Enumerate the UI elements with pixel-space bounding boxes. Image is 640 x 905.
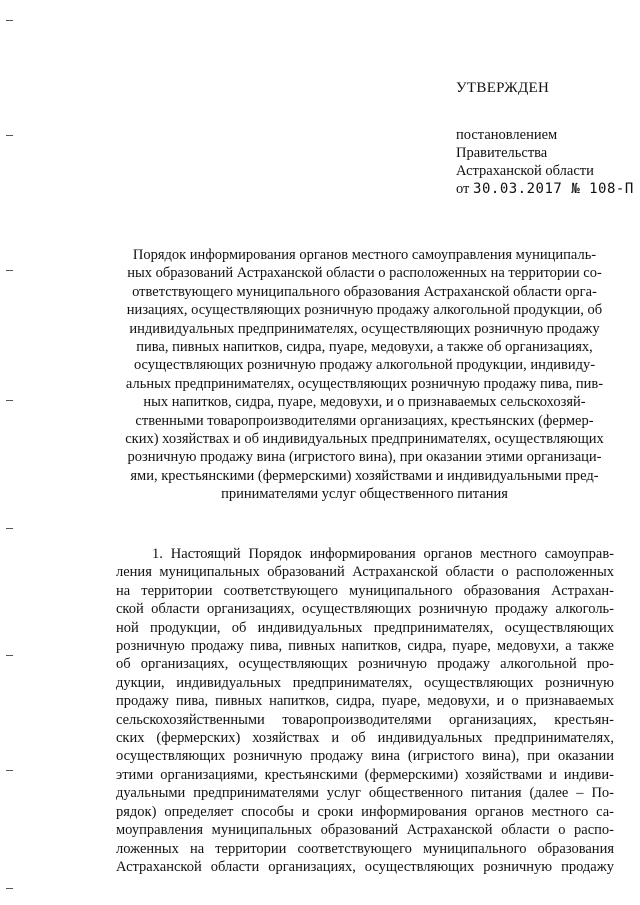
scan-margin-mark <box>6 888 13 889</box>
paragraph-line: дукции, индивидуальных предпринимателях, осуществляющих розничную <box>116 674 614 691</box>
scan-margin-mark <box>6 528 13 529</box>
title-line: ями, крестьянскими (фермерскими) хозяйствами и индивидуальными пред- <box>130 467 599 484</box>
scan-margin-mark <box>6 655 13 656</box>
approval-line: Правительства <box>456 145 548 161</box>
title-line: принимателями услуг общественного питания <box>221 486 508 503</box>
scan-margin-mark <box>6 135 13 136</box>
title-line: розничную продажу вина (игристого вина), при оказании этими организаци- <box>127 449 602 466</box>
document-title <box>112 246 617 504</box>
paragraph-line: на территории соответствующего муниципального образования Астрахан- <box>116 582 614 599</box>
title-line: низациях, осуществляющих розничную продажу алкогольной продукции, об <box>126 302 603 319</box>
title-line: ственными товаропроизводителями организациях, крестьянских (фермер- <box>135 412 594 429</box>
title-line: ных напитков, сидра, пуаре, медовухи, и о признаваемых сельскохозяй- <box>143 394 586 411</box>
title-line: альных предпринимателях, осуществляющих розничную продажу пива, пив- <box>125 375 604 392</box>
title-line: индивидуальных предпринимателях, осуществляющих розничную продажу <box>129 320 600 337</box>
scan-margin-mark <box>6 400 13 401</box>
date-prefix: от <box>456 181 470 197</box>
paragraph-line: 1. Настоящий Порядок информирования органов местного самоуправ- <box>152 546 614 562</box>
paragraph-line: сельскохозяйственными товаропроизводителями организациях, крестьян- <box>116 711 614 728</box>
paragraph-line: моуправления муниципальных образований Астраханской области о распо- <box>116 822 614 839</box>
paragraph-line: розничную продажу пива, пивных напитков, сидра, пуаре, медовухи, а также <box>116 638 614 655</box>
approval-date-line <box>456 180 634 198</box>
paragraph-line: ной продукции, об индивидуальных предпринимателях, осуществляющих <box>116 619 614 636</box>
approval-line: Астраханской области <box>456 163 594 179</box>
scan-margin-mark <box>6 20 13 21</box>
paragraph-line: ления муниципальных образований Астраханской области о расположенных <box>116 564 614 581</box>
title-line: пива, пивных напитков, сидра, пуаре, медовухи, а также об организациях, <box>136 339 593 356</box>
approved-heading: УТВЕРЖДЕН <box>456 80 550 96</box>
scan-margin-mark <box>6 770 13 771</box>
paragraph-line: этими организациями, крестьянскими (фермерскими) хозяйствами и индиви- <box>116 766 614 783</box>
paragraph-line: об организациях, осуществляющих розничную продажу алкогольной про- <box>116 656 614 673</box>
paragraph-line: рядок) определяет способы и сроки информирования органов местного са- <box>116 803 614 820</box>
title-line: ных образований Астраханской области о расположенных на территории со- <box>127 265 602 282</box>
title-line: ских) хозяйствах и об индивидуальных предпринимателях, осуществляющих <box>125 431 604 448</box>
paragraph-line: ложенных на территории соответствующего муниципального образования <box>116 840 614 857</box>
title-line: осуществляющих розничную продажу алкогольной продукции, индивиду- <box>133 357 596 374</box>
paragraph-line: ских (фермерских) хозяйствах и об индивидуальных предпринимателях, <box>116 730 614 747</box>
paragraph-line: Астраханской области организациях, осуществляющих розничную продажу <box>116 858 614 875</box>
approval-line: постановлением <box>456 127 558 143</box>
approval-date-number: 30.03.2017 № 108-П <box>473 181 634 197</box>
scan-margin-mark <box>6 270 13 271</box>
title-line: ответствующего муниципального образования Астраханской области орга- <box>132 283 597 300</box>
approval-block <box>456 126 634 198</box>
paragraph-line: продажу пива, пивных напитков, сидра, пуаре, медовухи, и о признаваемых <box>116 693 614 710</box>
paragraph-line: дуальными предпринимателями услуг общественного питания (далее – По- <box>116 785 614 802</box>
paragraph-line: осуществляющих розничную продажу вина (игристого вина), при оказании <box>116 748 614 765</box>
body-paragraph <box>116 545 614 876</box>
title-line: Порядок информирования органов местного самоуправления муниципаль- <box>132 247 597 263</box>
paragraph-line: ской области организациях, осуществляющих розничную продажу алкоголь- <box>116 601 614 618</box>
